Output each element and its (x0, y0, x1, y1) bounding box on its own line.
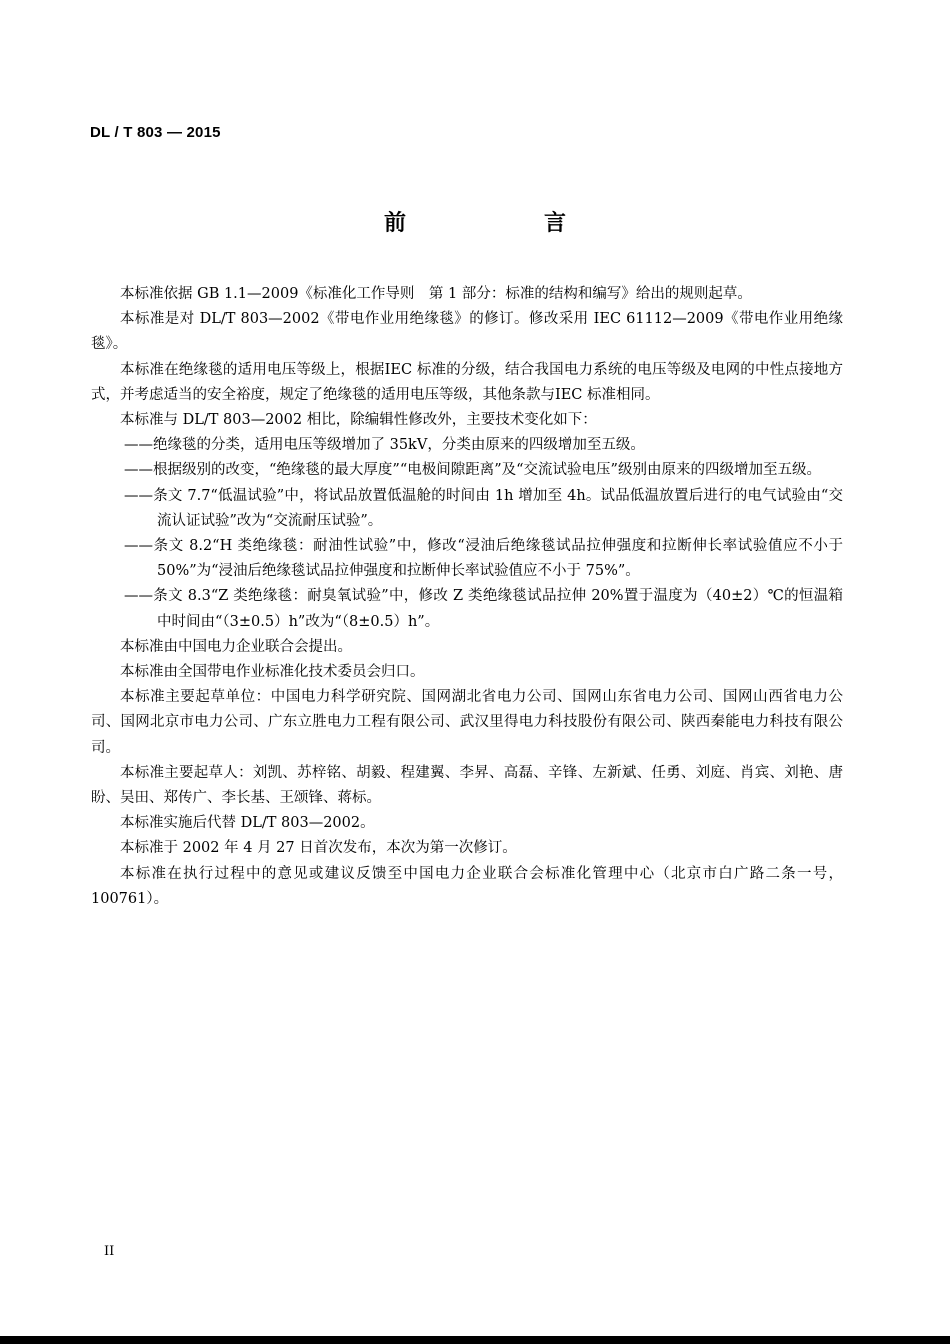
page-number: II (104, 1244, 115, 1259)
paragraph-changes-intro: 本标准与 DL/T 803—2002 相比，除编辑性修改外，主要技术变化如下： (120, 412, 597, 429)
change-item-oil-resistance: ——条文 8.2“H 类绝缘毯：耐油性试验”中，修改“浸油后绝缘毯试品拉伸强度和拉断伸长率试验值应不小于 50%”为“浸油后绝缘毯试品拉伸强度和拉断伸长率试验值应不小于 75%”。 (124, 538, 843, 580)
paragraph-drafting-units: 本标准主要起草单位：中国电力科学研究院、国网湖北省电力公司、国网山东省电力公司、国网山西省电力公司、国网北京市电力公司、广东立胜电力工程有限公司、武汉里得电力科技股份有限公司、陕西秦能电力科技有限公司。 (91, 689, 843, 756)
paragraph-drafting-rules: 本标准依据 GB 1.1—2009《标准化工作导则 第 1 部分：标准的结构和编写》给出的规则起草。 (120, 286, 752, 302)
paragraph-feedback: 本标准在执行过程中的意见或建议反馈至中国电力企业联合会标准化管理中心（北京市白广路二条一号，100761）。 (91, 865, 843, 907)
paragraph-revision-basis: 本标准是对 DL/T 803—2002《带电作业用绝缘毯》的修订。修改采用 IEC 61112—2009《带电作业用绝缘毯》。 (91, 311, 843, 353)
paragraph-proposed-by: 本标准由中国电力企业联合会提出。 (120, 638, 352, 655)
change-item-low-temperature: ——条文 7.7“低温试验”中，将试品放置低温舱的时间由 1h 增加至 4h。试品低温放置后进行的电气试验由“交流认证试验”改为“交流耐压试验”。 (124, 487, 843, 529)
change-item-classification: ——绝缘毯的分类，适用电压等级增加了 35kV，分类由原来的四级增加至五级。 (124, 437, 645, 454)
paragraph-voltage-classes: 本标准在绝缘毯的适用电压等级上，根据IEC 标准的分级，结合我国电力系统的电压等级及电网的中性点接地方式，并考虑适当的安全裕度，规定了绝缘毯的适用电压等级，其他条款与IEC 标准相同。 (91, 361, 843, 403)
paragraph-release-history: 本标准于 2002 年 4 月 27 日首次发布，本次为第一次修订。 (120, 840, 517, 857)
change-item-ozone-resistance: ——条文 8.3“Z 类绝缘毯：耐臭氧试验”中，修改 Z 类绝缘毯试品拉伸 20%置于温度为（40±2）℃的恒温箱中时间由“（3±0.5）h”改为“（8±0.5）h”。 (124, 588, 843, 630)
paragraph-drafters: 本标准主要起草人：刘凯、苏梓铭、胡毅、程建翼、李昇、高磊、辛锋、左新斌、任勇、刘庭、肖宾、刘艳、唐盼、吴田、郑传广、李长基、王颂锋、蒋标。 (91, 764, 843, 807)
foreword-body (91, 282, 843, 912)
bottom-edge-bar (0, 1336, 950, 1344)
page-title: 前 言 (383, 211, 624, 236)
paragraph-under-jurisdiction: 本标准由全国带电作业标准化技术委员会归口。 (120, 664, 425, 681)
standard-code-header: DL / T 803 — 2015 (90, 124, 221, 141)
change-item-levels: ——根据级别的改变，“绝缘毯的最大厚度”“电极间隙距离”及“交流试验电压”级别由原来的四级增加至五级。 (124, 462, 821, 479)
paragraph-replaces: 本标准实施后代替 DL/T 803—2002。 (120, 815, 375, 832)
